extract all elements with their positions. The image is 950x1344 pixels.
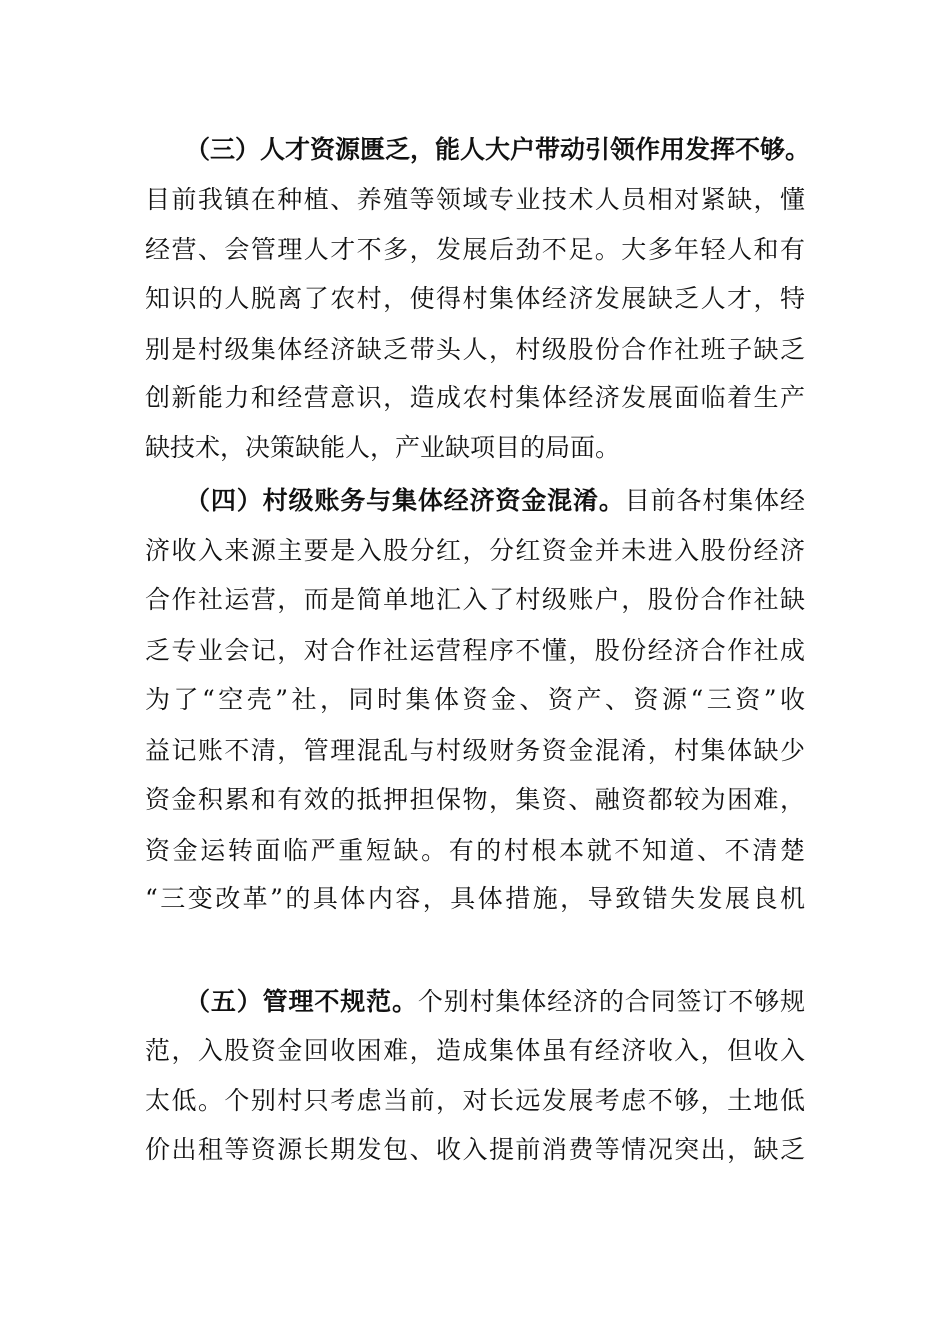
paragraph-line: 经营、会管理人才不多，发展后劲不足。大多年轻人和有 bbox=[145, 235, 805, 264]
paragraph-line: 益记账不清，管理混乱与村级财务资金混淆，村集体缺少 bbox=[145, 736, 805, 765]
paragraph-line: 合作社运营，而是简单地汇入了村级账户，股份合作社缺 bbox=[145, 585, 805, 614]
paragraph-line: 范，入股资金回收困难，造成集体虽有经济收入，但收入 bbox=[145, 1036, 805, 1065]
section-5-heading: （五）管理不规范。 bbox=[185, 987, 418, 1016]
paragraph-line: 济收入来源主要是入股分红，分红资金并未进入股份经济 bbox=[145, 536, 805, 565]
paragraph-line: 价出租等资源长期发包、收入提前消费等情况突出，缺乏 bbox=[145, 1135, 805, 1164]
paragraph-line: 目前我镇在种植、养殖等领域专业技术人员相对紧缺，懂 bbox=[145, 185, 805, 214]
paragraph-line: 创新能力和经营意识，造成农村集体经济发展面临着生产 bbox=[145, 383, 805, 412]
section-5-heading-tail: 个别村集体经济的合同签订不够规 bbox=[417, 987, 805, 1016]
paragraph-line: 为了“空壳”社，同时集体资金、资产、资源“三资”收 bbox=[145, 685, 805, 714]
paragraph-line: 资金积累和有效的抵押担保物，集资、融资都较为困难， bbox=[145, 785, 805, 814]
section-4-heading-tail: 目前各村集体经 bbox=[624, 486, 805, 515]
section-4-heading: （四）村级账务与集体经济资金混淆。 bbox=[185, 486, 625, 515]
paragraph-line: “三变改革”的具体内容，具体措施，导致错失发展良机 bbox=[145, 884, 805, 913]
paragraph-line: 缺技术，决策缺能人，产业缺项目的局面。 bbox=[145, 433, 621, 462]
paragraph-line: 资金运转面临严重短缺。有的村根本就不知道、不清楚 bbox=[145, 836, 805, 865]
paragraph-line: 太低。个别村只考虑当前，对长远发展考虑不够，土地低 bbox=[145, 1086, 805, 1115]
paragraph-line: 知识的人脱离了农村，使得村集体经济发展缺乏人才，特 bbox=[145, 284, 805, 313]
section-5-first-line bbox=[185, 982, 805, 1022]
paragraph-line: 别是村级集体经济缺乏带头人，村级股份合作社班子缺乏 bbox=[145, 335, 805, 364]
paragraph-line: 乏专业会记，对合作社运营程序不懂，股份经济合作社成 bbox=[145, 636, 805, 665]
section-3-heading: （三）人才资源匮乏，能人大户带动引领作用发挥不够。 bbox=[185, 135, 811, 164]
section-4-first-line bbox=[185, 481, 805, 521]
